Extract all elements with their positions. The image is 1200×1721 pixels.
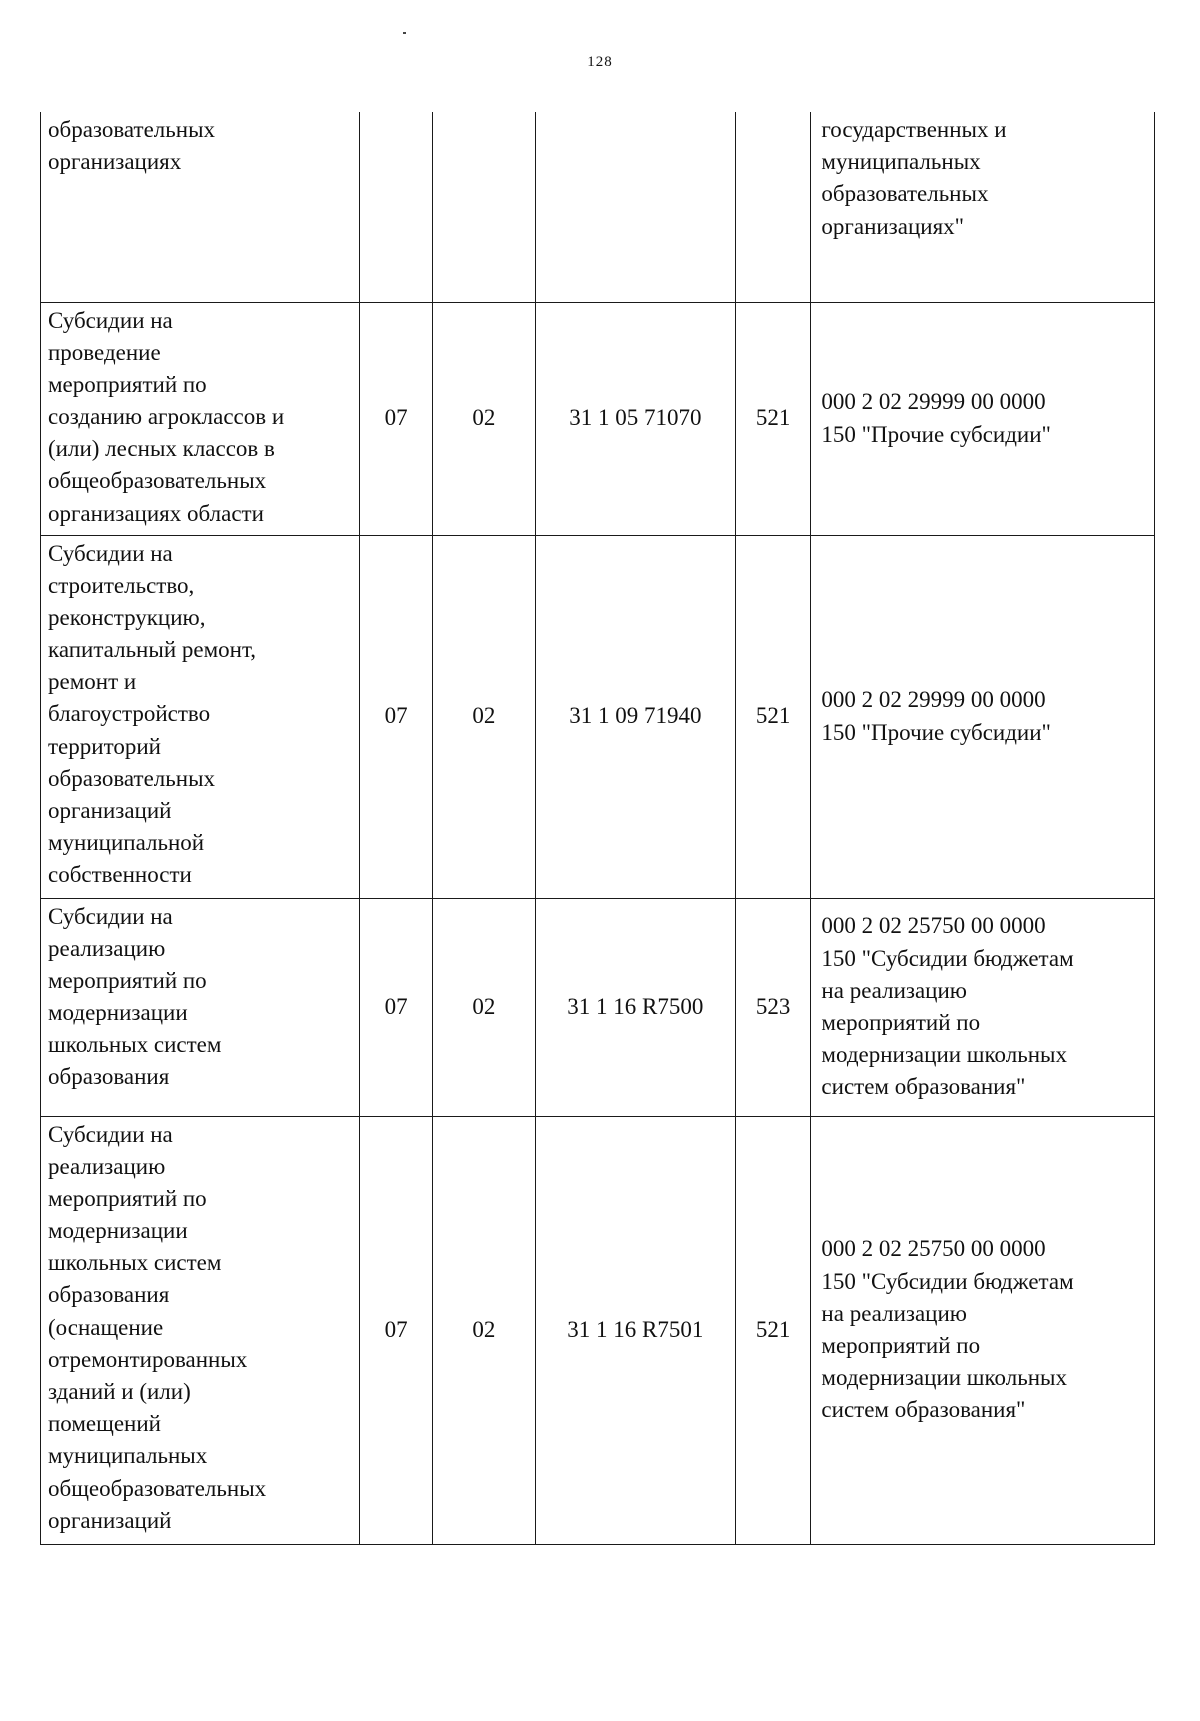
target-article-cell: 31 1 16 R7501	[535, 1116, 735, 1544]
target-article-cell: 31 1 16 R7500	[535, 898, 735, 1116]
section-cell: 07	[360, 898, 432, 1116]
table-row	[41, 1116, 1155, 1544]
section-cell: 07	[360, 535, 432, 898]
table-row	[41, 302, 1155, 535]
budget-classification-table	[40, 112, 1155, 1545]
target-article-cell: 31 1 05 71070	[535, 302, 735, 535]
table-row	[41, 898, 1155, 1116]
revenue-code-cell: государственных и муниципальных образовательных организациях"	[811, 112, 1155, 302]
expense-type-cell: 521	[735, 535, 811, 898]
expense-name-cell: Субсидии на реализацию мероприятий по модернизации школьных систем образования	[41, 898, 360, 1116]
expense-name-cell: Субсидии на проведение мероприятий по созданию агроклассов и (или) лесных классов в общеобразовательных организациях области	[41, 302, 360, 535]
subsection-cell: 02	[432, 302, 535, 535]
expense-name-cell: Субсидии на реализацию мероприятий по модернизации школьных систем образования (оснащение отремонтированных зданий и (или) помещений муниципальных общеобразовательных организаций	[41, 1116, 360, 1544]
expense-name-cell: Субсидии на строительство, реконструкцию, капитальный ремонт, ремонт и благоустройство территорий образовательных организаций муниципальной собственности	[41, 535, 360, 898]
page-number: 128	[587, 54, 613, 70]
scan-speck	[403, 32, 406, 34]
table-row	[41, 112, 1155, 302]
expense-name-cell: образовательных организациях	[41, 112, 360, 302]
revenue-code-cell: 000 2 02 29999 00 0000 150 "Прочие субсидии"	[811, 302, 1155, 535]
revenue-code-cell: 000 2 02 29999 00 0000 150 "Прочие субсидии"	[811, 535, 1155, 898]
subsection-cell	[432, 112, 535, 302]
expense-type-cell: 523	[735, 898, 811, 1116]
section-cell: 07	[360, 302, 432, 535]
revenue-code-cell: 000 2 02 25750 00 0000 150 "Субсидии бюджетам на реализацию мероприятий по модернизации школьных систем образования"	[811, 898, 1155, 1116]
subsection-cell: 02	[432, 898, 535, 1116]
expense-type-cell: 521	[735, 1116, 811, 1544]
table-row	[41, 535, 1155, 898]
section-cell	[360, 112, 432, 302]
subsection-cell: 02	[432, 1116, 535, 1544]
revenue-code-cell: 000 2 02 25750 00 0000 150 "Субсидии бюджетам на реализацию мероприятий по модернизации школьных систем образования"	[811, 1116, 1155, 1544]
subsection-cell: 02	[432, 535, 535, 898]
expense-type-cell: 521	[735, 302, 811, 535]
target-article-cell	[535, 112, 735, 302]
section-cell: 07	[360, 1116, 432, 1544]
expense-type-cell	[735, 112, 811, 302]
target-article-cell: 31 1 09 71940	[535, 535, 735, 898]
